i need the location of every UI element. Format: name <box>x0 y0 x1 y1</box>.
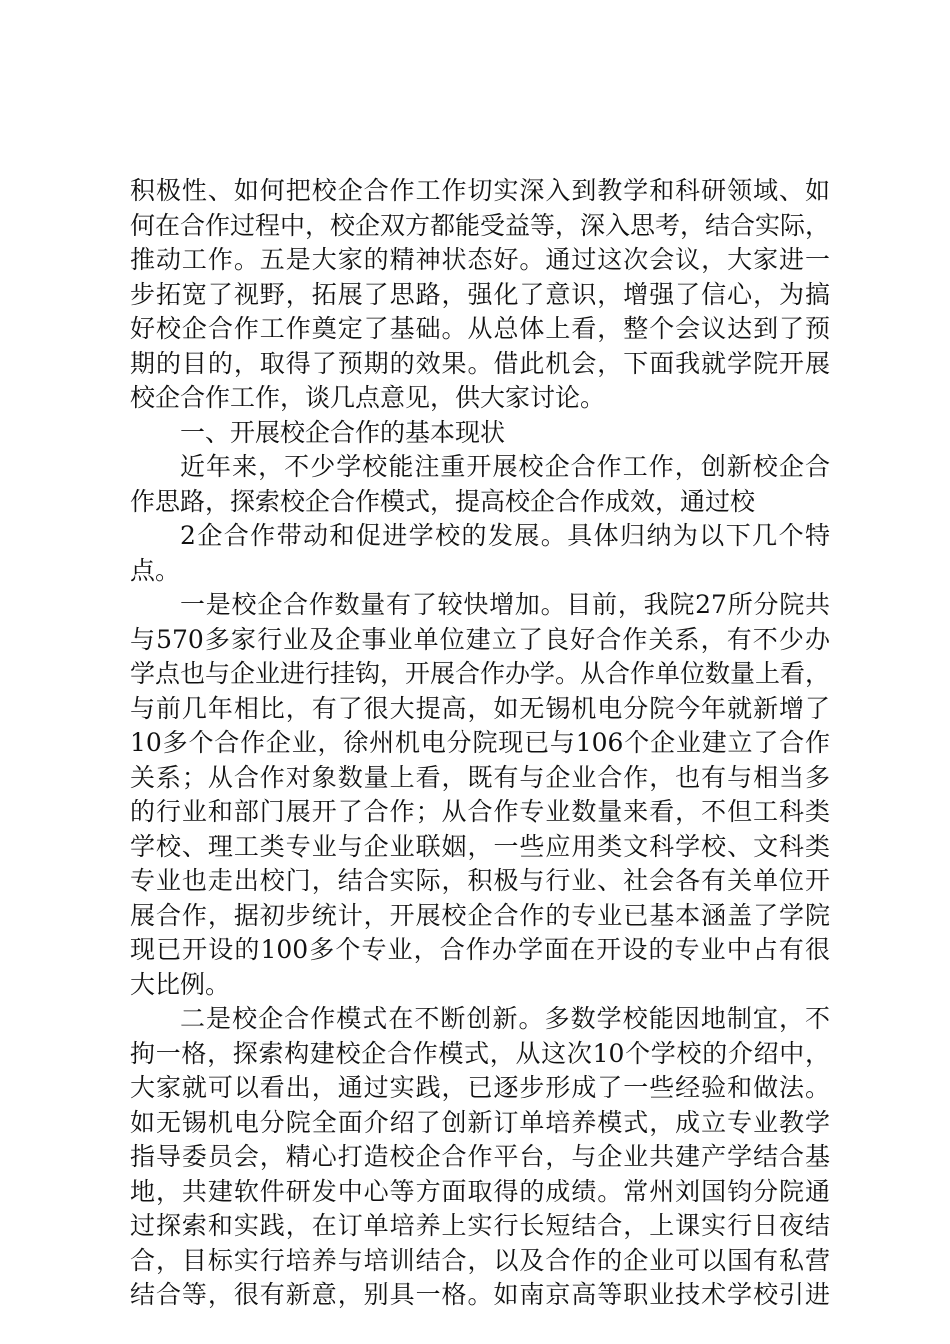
text-line: 推动工作。五是大家的精神状态好。通过这次会议，大家进一 <box>130 245 830 274</box>
text-line: 一是校企合作数量有了较快增加。目前，我院27所分院共 <box>180 590 830 619</box>
text-line: 学校、理工类专业与企业联姻，一些应用类文科学校、文科类 <box>130 831 830 861</box>
text-line: 点。 <box>130 555 181 585</box>
text-line: 地，共建软件研发中心等方面取得的成绩。常州刘国钧分院通 <box>130 1176 830 1206</box>
text-line: 积极性、如何把校企合作工作切实深入到教学和科研领域、如 <box>130 176 830 205</box>
text-line: 指导委员会，精心打造校企合作平台，与企业共建产学结合基 <box>130 1142 830 1171</box>
text-line: 一、开展校企合作的基本现状 <box>180 417 506 447</box>
document-body <box>130 174 830 1313</box>
text-line: 专业也走出校门，结合实际，积极与行业、社会各有关单位开 <box>130 866 830 895</box>
text-line: 10多个合作企业，徐州机电分院现已与106个企业建立了合作 <box>130 728 830 757</box>
text-line: 与前几年相比，有了很大提高，如无锡机电分院今年就新增了 <box>130 693 830 723</box>
text-line: 结合等，很有新意，别具一格。如南京高等职业技术学校引进 <box>130 1280 830 1309</box>
text-line: 大家就可以看出，通过实践，已逐步形成了一些经验和做法。 <box>130 1073 830 1102</box>
text-line: 2企合作带动和促进学校的发展。具体归纳为以下几个特 <box>180 521 830 550</box>
text-line: 如无锡机电分院全面介绍了创新订单培养模式，成立专业教学 <box>130 1107 830 1137</box>
text-line: 展合作，据初步统计，开展校企合作的专业已基本涵盖了学院 <box>130 900 830 930</box>
text-line: 好校企合作工作奠定了基础。从总体上看，整个会议达到了预 <box>130 314 830 343</box>
text-line: 与570多家行业及企事业单位建立了良好合作关系，有不少办 <box>130 624 830 654</box>
text-line: 拘一格，探索构建校企合作模式，从这次10个学校的介绍中， <box>130 1038 830 1068</box>
text-line: 过探索和实践，在订单培养上实行长短结合，上课实行日夜结 <box>130 1211 830 1240</box>
text-line: 期的目的，取得了预期的效果。借此机会，下面我就学院开展 <box>130 348 830 378</box>
text-line: 现已开设的100多个专业，合作办学面在开设的专业中占有很 <box>130 935 830 964</box>
text-line: 作思路，探索校企合作模式，提高校企合作成效，通过校 <box>130 486 756 516</box>
text-line: 二是校企合作模式在不断创新。多数学校能因地制宜，不 <box>180 1004 830 1033</box>
text-line: 大比例。 <box>130 969 231 999</box>
text-line: 步拓宽了视野，拓展了思路，强化了意识，增强了信心，为搞 <box>130 279 830 309</box>
text-line: 近年来，不少学校能注重开展校企合作工作，创新校企合 <box>180 452 830 481</box>
text-line: 校企合作工作，谈几点意见，供大家讨论。 <box>130 383 606 412</box>
text-line: 何在合作过程中，校企双方都能受益等，深入思考，结合实际， <box>130 210 831 240</box>
text-line: 合，目标实行培养与培训结合，以及合作的企业可以国有私营 <box>130 1245 830 1275</box>
text-line: 学点也与企业进行挂钩，开展合作办学。从合作单位数量上看， <box>130 659 831 688</box>
text-line: 关系；从合作对象数量上看，既有与企业合作，也有与相当多 <box>130 762 830 792</box>
text-line: 的行业和部门展开了合作；从合作专业数量来看，不但工科类 <box>130 797 830 826</box>
